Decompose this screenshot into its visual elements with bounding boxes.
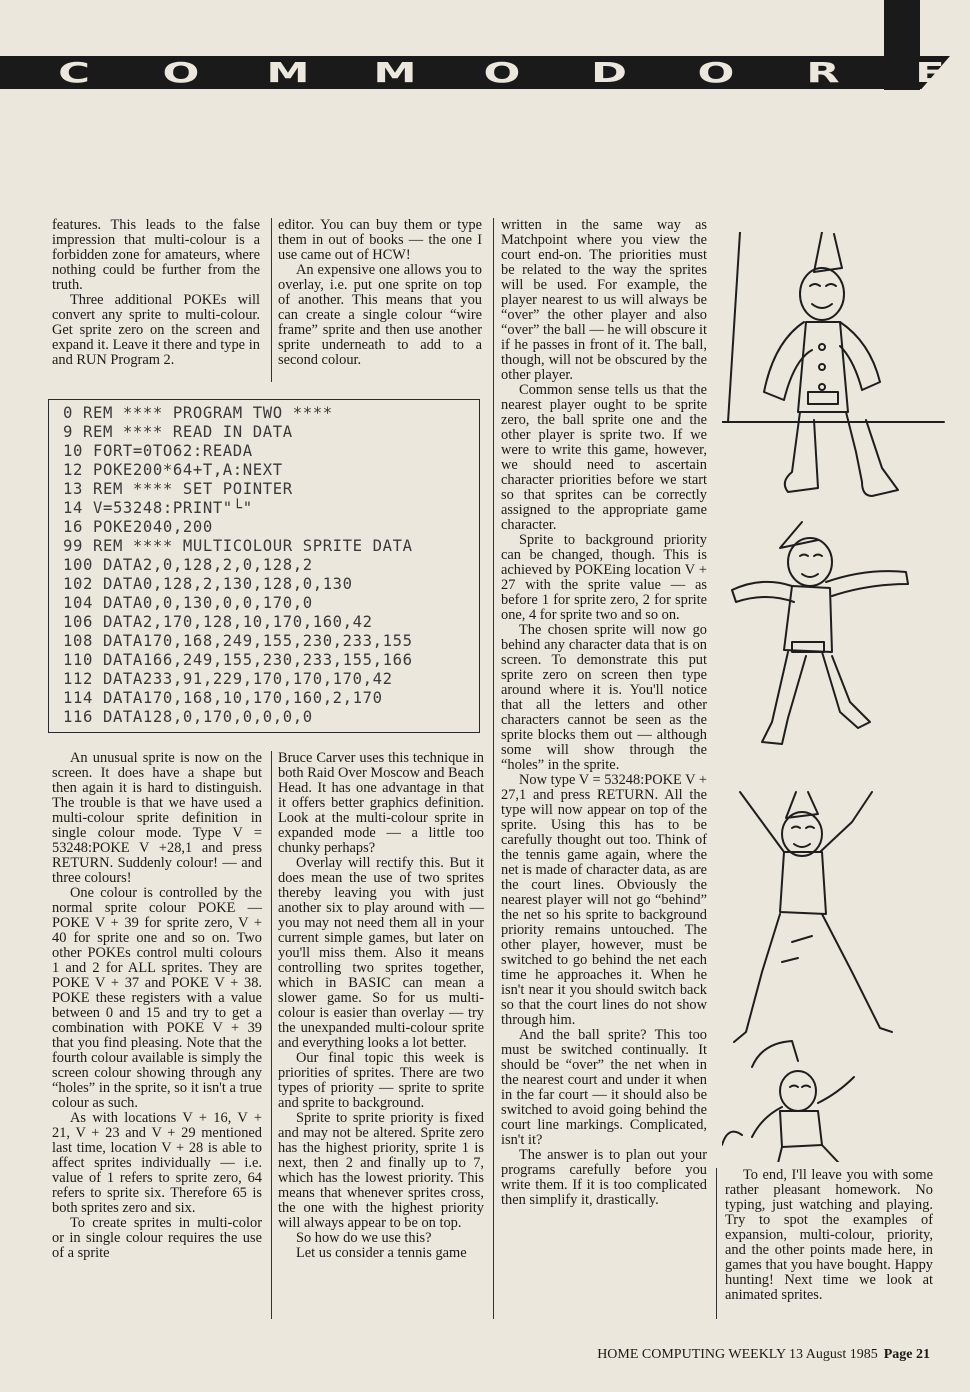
paragraph: As with locations V + 16, V + 21, V + 23 and V + 29 mentioned last time, location V + 28 is able to affect sprites individually — i.e. value of 1 refers to sprite zero, 64 refers to sprite six. Therefore 65 is both sprites zero and six. xyxy=(52,1110,262,1216)
elf-illustration xyxy=(722,232,952,1162)
jumping-elf-drawing xyxy=(734,792,892,1042)
listing-line: 0 REM **** PROGRAM TWO **** xyxy=(63,404,333,422)
listing-line: 102 DATA0,128,2,130,128,0,130 xyxy=(63,575,353,593)
banner-letter: M xyxy=(373,56,417,89)
listing-line: 9 REM **** READ IN DATA xyxy=(63,423,293,441)
paragraph: An unusual sprite is now on the screen. It does have a shape but then again it is hard to distinguish. The trouble is that we have used a multi-colour sprite definition in single colour mode. Type V = 53248:POKE V +28,1 and press RETURN. Suddenly colour! — and three colours! xyxy=(52,750,262,886)
paragraph: The answer is to plan out your programs carefully before you write them. If it is too complicated then simplify it, drastically. xyxy=(501,1147,707,1208)
page-number: Page 21 xyxy=(883,1347,930,1362)
listing-line: 104 DATA0,0,130,0,0,170,0 xyxy=(63,594,313,612)
banner-letter: C xyxy=(58,56,90,89)
paragraph: features. This leads to the false impression that multi-colour is a forbidden zone for amateurs, where nothing could be further from the truth. xyxy=(52,217,260,293)
paragraph: To end, I'll leave you with some rather pleasant homework. No typing, just watching and playing. Try to spot the examples of expansion, multi-colour, priority, and the other points made here, in games that you have bought. Happy hunting! Next time we look at animated sprites. xyxy=(725,1167,933,1303)
sitting-elf-drawing xyxy=(722,232,944,496)
listing-line: 100 DATA2,0,128,2,0,128,2 xyxy=(63,556,313,574)
column-1-top xyxy=(52,218,260,368)
banner-letter: M xyxy=(266,56,310,89)
paragraph: An expensive one allows you to overlay, i.e. put one sprite on top of another. This means that you can create a single colour “wire frame” sprite and then use another sprite underneath to add to a second colour. xyxy=(278,262,482,368)
banner-letter: O xyxy=(483,56,521,89)
column-rule xyxy=(271,751,272,1319)
paragraph: editor. You can buy them or type them in out of books — the one I use came out of HCW! xyxy=(278,217,482,263)
paragraph: Sprite to background priority can be changed, though. This is achieved by POKEing location V + 27 with the sprite value — as before 1 for sprite zero, 2 for sprite one, 4 for sprite two and so on. xyxy=(501,532,707,623)
paragraph: To create sprites in multi-color or in single colour requires the use of a sprite xyxy=(52,1215,262,1261)
paragraph: Let us consider a tennis game xyxy=(296,1245,467,1261)
paragraph: Overlay will rectify this. But it does mean the use of two sprites thereby leaving you with just another six to play around with — you may not need them all in your current simple games, but later on you'll miss them. Also it means controlling two sprites together, which in BASIC can mean a slower game. So for us multi-colour is easier than overlay — try the unexpanded multi-colour sprite and everything looks a lot better. xyxy=(278,855,484,1051)
banner-letter: R xyxy=(806,56,840,89)
paragraph: The chosen sprite will now go behind any character data that is on screen. To demonstrate this put sprite zero on screen then type around where it is. You'll notice that all the letters and other characters cannot be seen as the sprite blocks them out — although some will show through the “holes” in the sprite. xyxy=(501,622,707,773)
program-listing xyxy=(48,399,480,733)
publication-line: HOME COMPUTING WEEKLY 13 August 1985 xyxy=(597,1347,878,1362)
paragraph: Our final topic this week is priorities of sprites. There are two types of priority — sprite to sprite and sprite to background. xyxy=(278,1050,484,1111)
listing-line: 114 DATA170,168,10,170,160,2,170 xyxy=(63,689,383,707)
listing-line: 106 DATA2,170,128,10,170,160,42 xyxy=(63,613,373,631)
column-rule xyxy=(493,218,494,1319)
column-2-bottom xyxy=(278,751,484,1261)
page-footer xyxy=(597,1347,930,1363)
listing-line: 99 REM **** MULTICOLOUR SPRITE DATA xyxy=(63,537,413,555)
waving-elf-drawing xyxy=(732,522,908,744)
column-4 xyxy=(725,1168,933,1303)
column-1-bottom xyxy=(52,751,262,1261)
listing-line: 110 DATA166,249,155,230,233,155,166 xyxy=(63,651,413,669)
column-rule xyxy=(271,218,272,382)
listing-line: 108 DATA170,168,249,155,230,233,155 xyxy=(63,632,413,650)
listing-line: 13 REM **** SET POINTER xyxy=(63,480,293,498)
listing-line: 14 V=53248:PRINT"└" xyxy=(63,499,253,517)
column-rule xyxy=(716,1168,717,1319)
paragraph: One colour is controlled by the normal sprite colour POKE — POKE V + 39 for sprite zero, V + 40 for sprite one and so on. Two other POKEs control multi colours 1 and 2 for ALL sprites. They are POKE V + 37 and POKE V + 38. POKE these registers with a value between 0 and 15 and try to get a combination with POKE V + 39 that you find pleasing. Note that the fourth colour available is simply the screen colour showing through any “holes” in the sprite, so it isn't a true colour as such. xyxy=(52,885,262,1111)
paragraph: Sprite to sprite priority is fixed and may not be altered. Sprite zero has the highest priority, sprite 1 is next, then 2 and finally up to 7, which has the lowest priority. This means that whenever sprites cross, the one with the highest priority will always appear to be on top. xyxy=(278,1110,484,1231)
listing-line: 16 POKE2040,200 xyxy=(63,518,213,536)
column-2-top xyxy=(278,218,482,368)
paragraph: Now type V = 53248:POKE V + 27,1 and press RETURN. All the type will now appear on top of the sprite. Using this has to be carefully thought out too. Think of the tennis game again, where the net is made of character data, as are the court lines. Obviously the nearest player will not go “behind” the net so his sprite to background priority remains untouched. The other player, however, must be switched to go behind the net each time he approaches it. When he isn't near it you should switch back so that the court lines do not show through him. xyxy=(501,772,707,1028)
paragraph: So how do we use this? xyxy=(296,1230,432,1246)
listing-line: 12 POKE200*64+T,A:NEXT xyxy=(63,461,283,479)
column-3 xyxy=(501,218,707,1208)
banner-letter: O xyxy=(162,56,200,89)
listing-line: 116 DATA128,0,170,0,0,0,0 xyxy=(63,708,313,726)
paragraph: Common sense tells us that the nearest player ought to be sprite zero, the ball sprite one and the other player is sprite two. If we were to write this game, however, we should need to ascertain character priorities before we start so that sprites can be correctly assigned to the appropriate game character. xyxy=(501,382,707,533)
paragraph: And the ball sprite? This too must be switched continually. It should be “over” the net when in the nearest court and under it when in the far court — it should also be switched to avoid going behind the court line markings. Complicated, isn't it? xyxy=(501,1027,707,1148)
banner-letter: E xyxy=(915,56,945,89)
banner-letter: D xyxy=(590,56,628,89)
paragraph: Three additional POKEs will convert any sprite to multi-colour. Get sprite zero on the screen and expand it. Leave it there and type in and RUN Program 2. xyxy=(52,292,260,368)
banner-letter: O xyxy=(697,56,735,89)
banner-title xyxy=(52,56,952,89)
paragraph: written in the same way as Matchpoint where you view the court end-on. The priorities must be related to the way the sprites will be used. For example, the player nearest to us will always be “over” the other player and also “over” the ball — he will obscure it if he passes in front of it. The ball, though, will not be obscured by the other player. xyxy=(501,217,707,383)
listing-line: 112 DATA233,91,229,170,170,170,42 xyxy=(63,670,393,688)
falling-elf-drawing xyxy=(722,1041,940,1162)
paragraph: Bruce Carver uses this technique in both Raid Over Moscow and Beach Head. It has one advantage in that it offers better graphics definition. Look at the multi-colour sprite in expanded mode — a little too chunky perhaps? xyxy=(278,750,484,856)
listing-line: 10 FORT=0TO62:READA xyxy=(63,442,253,460)
